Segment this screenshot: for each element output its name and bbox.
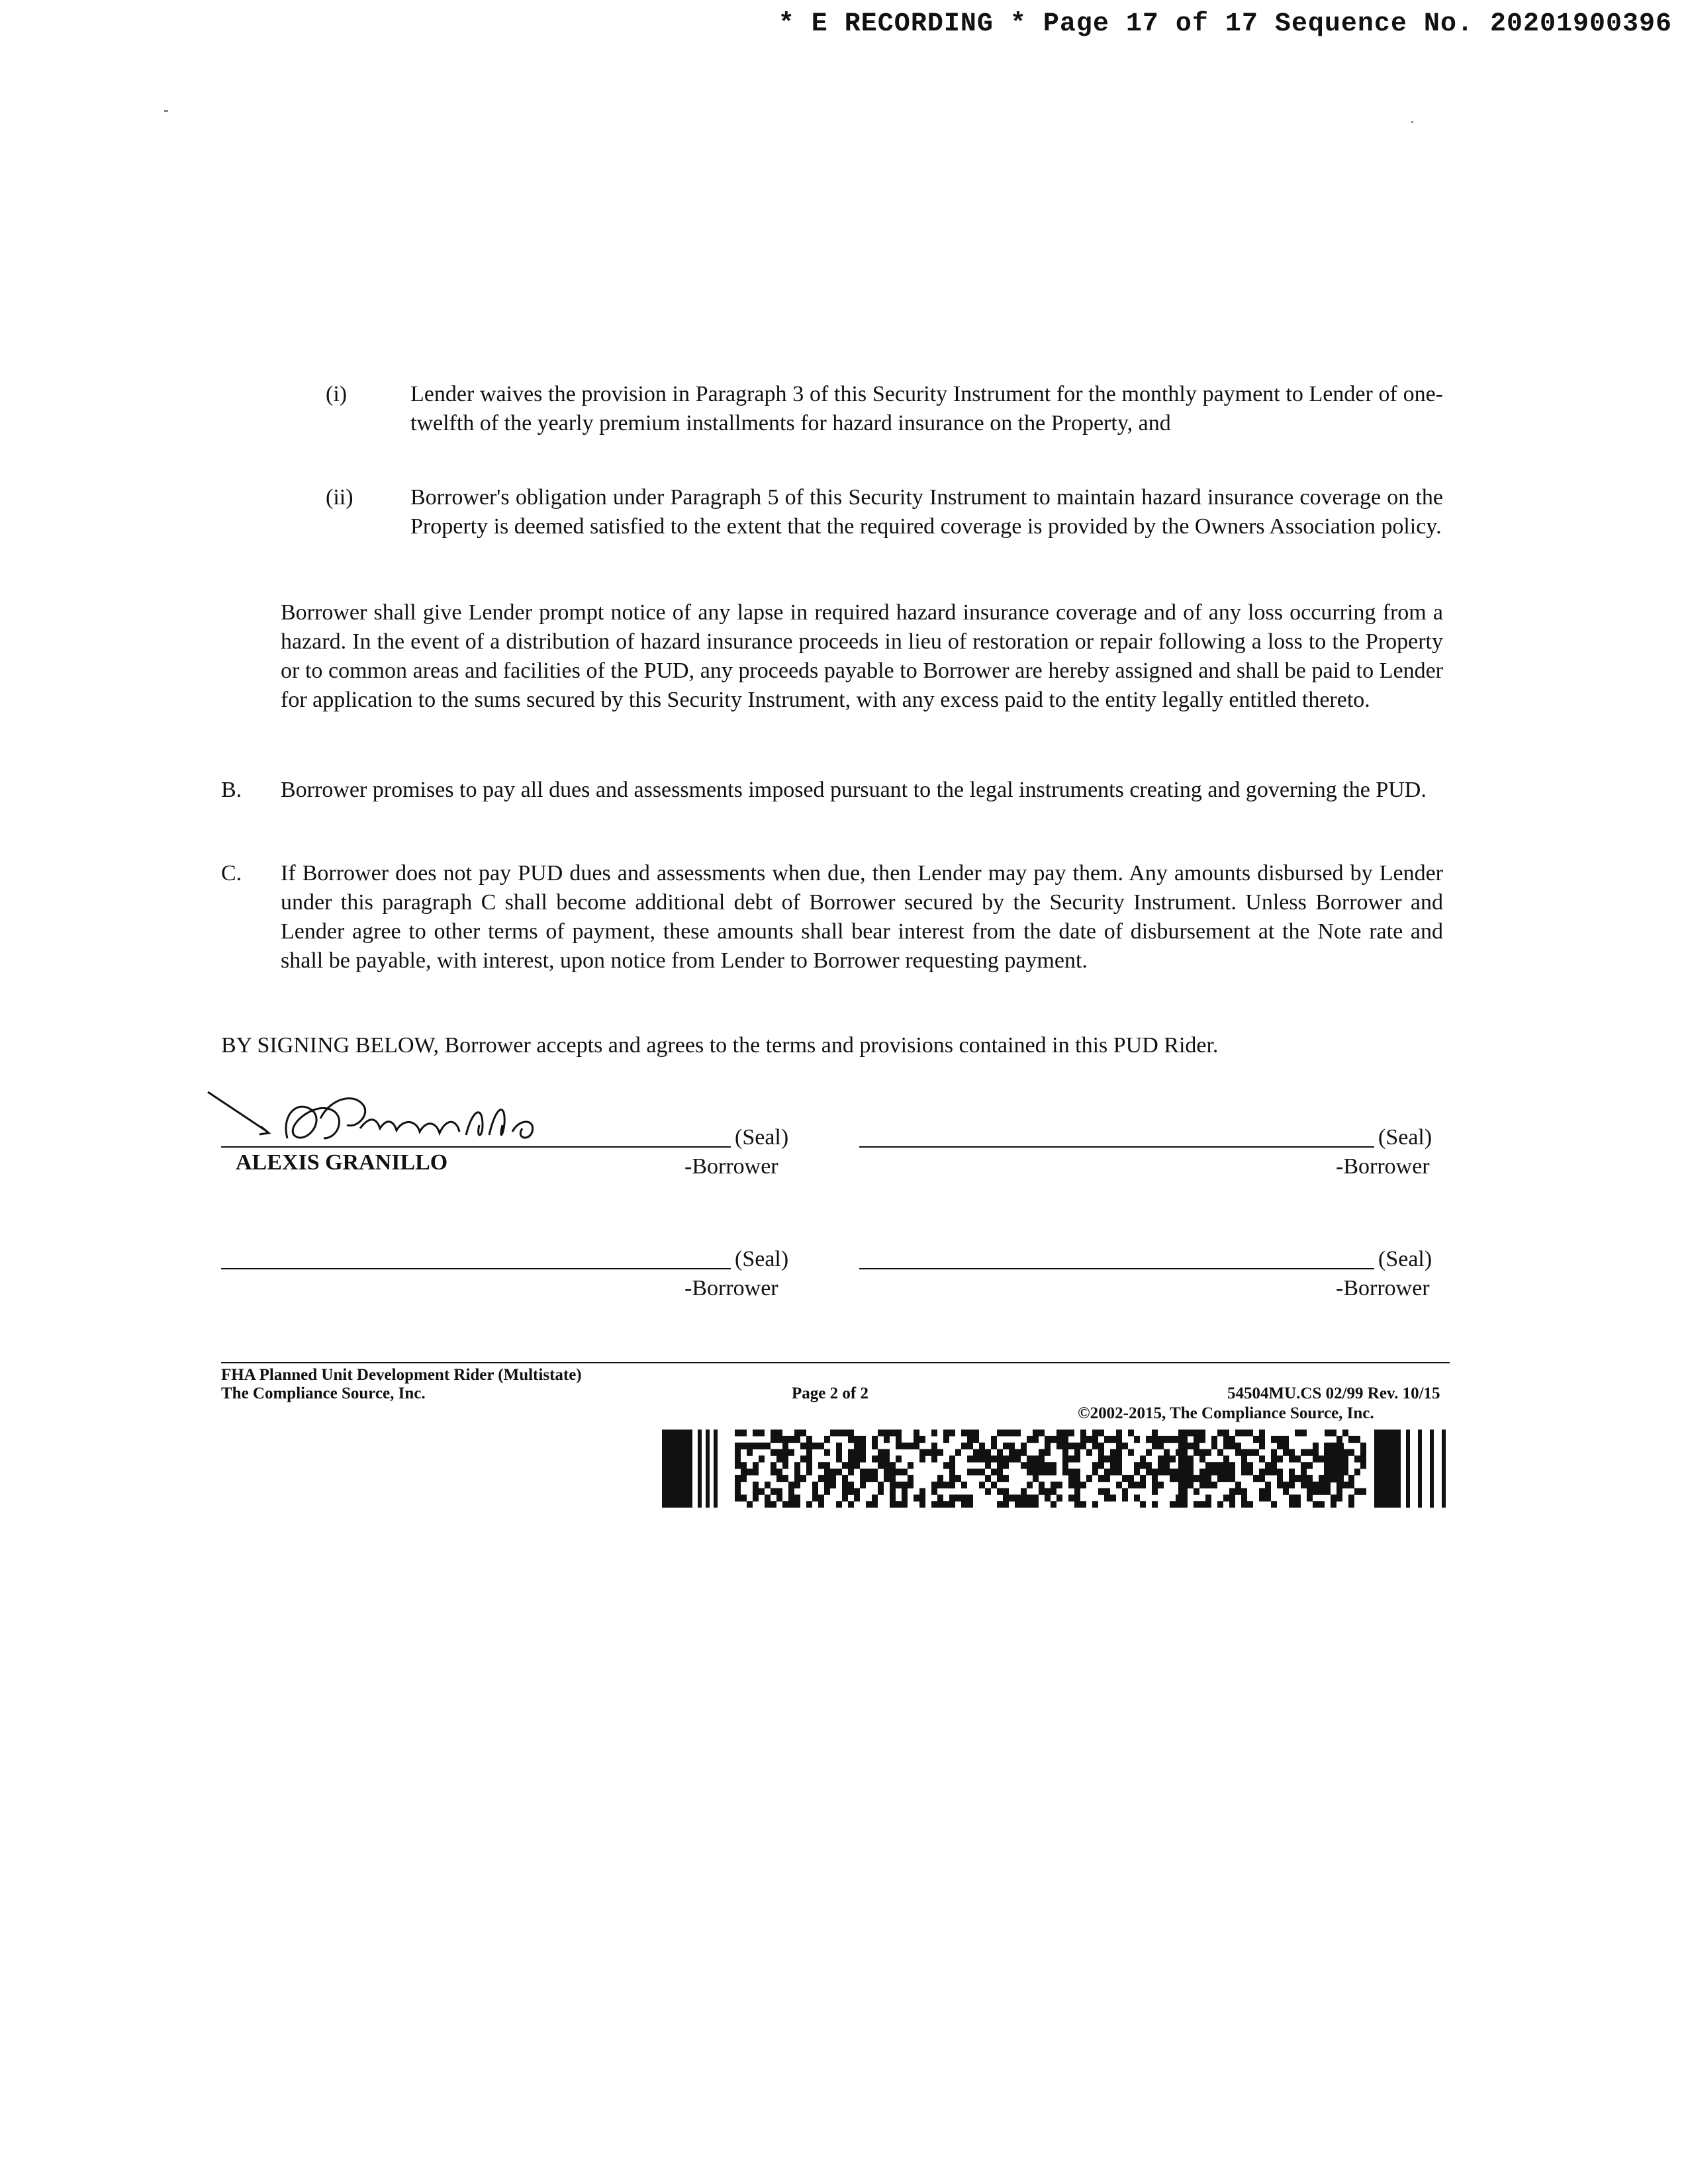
seal-label: (Seal) [735,1125,789,1150]
scan-speck [1411,121,1413,123]
seal-label: (Seal) [1378,1125,1432,1150]
borrower-name: ALEXIS GRANILLO [236,1150,448,1175]
footer-copyright: ©2002-2015, The Compliance Source, Inc. [1078,1404,1374,1422]
signing-statement: BY SIGNING BELOW, Borrower accepts and agrees to the terms and provisions contained in this PUD Rider. [221,1033,1219,1058]
signature-line [859,1268,1374,1269]
footer-page-number: Page 2 of 2 [792,1385,868,1402]
footer-form-title: FHA Planned Unit Development Rider (Multistate) [221,1366,582,1384]
borrower-role-label: -Borrower [684,1276,778,1300]
seal-label: (Seal) [735,1247,789,1271]
section-text: If Borrower does not pay PUD dues and assessments when due, then Lender may pay them. Any amounts disbursed by Lender under this paragraph C shall become additional debt of Borrower secured by the Security Instrument. Unless Borrower and Lender agree to other terms of payment, these amounts shall bear interest from the date of disbursement at the Note rate and shall be payable, with interest, upon notice from Lender to Borrower requesting payment. [281,861,1443,973]
item-text: Borrower's obligation under Paragraph 5 of this Security Instrument to maintain hazard insurance coverage on the Property is deemed satisfied to the extent that the required coverage is provided by the Owners Association policy. [410,485,1443,539]
footer-form-code: 54504MU.CS 02/99 Rev. 10/15 [1227,1385,1440,1402]
signature-line [221,1146,731,1148]
document-barcode [662,1430,1454,1508]
borrower-role-label: -Borrower [1336,1154,1430,1179]
seal-label: (Seal) [1378,1247,1432,1271]
item-marker: (ii) [326,485,353,510]
section-marker: C. [221,861,242,886]
section-c [221,859,1443,1005]
signature-block-2 [859,1072,1455,1185]
section-marker: B. [221,778,242,802]
signature-line [859,1146,1374,1148]
recording-header: * E RECORDING * Page 17 of 17 Sequence No. 20201900396 [778,9,1672,39]
signature-line [221,1268,731,1269]
hazard-notice-paragraph: Borrower shall give Lender prompt notice of any lapse in required hazard insurance coverage and of any loss occurring from a hazard. In the event of a distribution of hazard insurance proceeds in lieu of restoration or repair following a loss to the Property or to common areas and facilities of the PUD, any proceeds payable to Borrower are hereby assigned and shall be paid to Lender for application to the sums secured by this Security Instrument, with any excess paid to the entity legally entitled thereto. [281,600,1443,712]
scan-speck [164,110,168,112]
handwritten-signature [188,1072,612,1152]
signature-block-3 [221,1194,817,1306]
footer-rule [221,1362,1450,1363]
list-item [326,483,1443,570]
signature-block-4 [859,1194,1455,1306]
section-b [221,776,1443,834]
borrower-role-label: -Borrower [684,1154,778,1179]
signature-block-1 [221,1072,817,1185]
footer-company: The Compliance Source, Inc. [221,1385,426,1402]
borrower-role-label: -Borrower [1336,1276,1430,1300]
item-text: Lender waives the provision in Paragraph 3 of this Security Instrument for the monthly payment to Lender of one-twelfth of the yearly premium installments for hazard insurance on the Property, and [410,382,1443,435]
list-item [326,380,1443,467]
section-text: Borrower promises to pay all dues and assessments imposed pursuant to the legal instruments creating and governing the PUD. [281,778,1427,802]
item-marker: (i) [326,382,348,406]
